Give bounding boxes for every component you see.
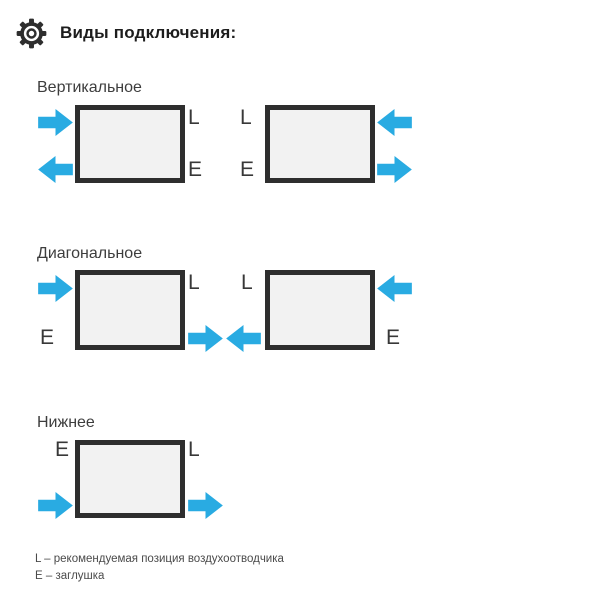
legend-line-air-vent: L – рекомендуемая позиция воздухоотводчика (35, 553, 284, 565)
port-label-plug: E (40, 326, 55, 349)
outlet-arrow-icon (38, 156, 73, 183)
port-label-air-vent: L (188, 438, 200, 461)
port-label-plug: E (188, 158, 203, 181)
outlet-arrow-icon (188, 492, 223, 519)
inlet-arrow-icon (38, 275, 73, 302)
section-label-diagonal: Диагональное (37, 245, 143, 262)
port-label-plug: E (240, 158, 255, 181)
radiator-box (265, 270, 375, 350)
port-label-air-vent: L (188, 106, 200, 129)
diagram-diagonal-right (226, 270, 412, 350)
section-label-bottom: Нижнее (37, 414, 95, 431)
header (15, 15, 236, 51)
outlet-arrow-icon (188, 325, 223, 352)
legend-line-plug: E – заглушка (35, 570, 105, 582)
diagram-diagonal-left (38, 270, 223, 350)
port-label-plug: E (386, 326, 401, 349)
inlet-arrow-icon (377, 275, 412, 302)
diagram-vertical-left (38, 105, 205, 183)
port-label-air-vent: L (241, 271, 253, 294)
inlet-arrow-icon (38, 492, 73, 519)
diagram-bottom (38, 440, 223, 518)
radiator-box (265, 105, 375, 183)
radiator-box (75, 440, 185, 518)
inlet-arrow-icon (38, 109, 73, 136)
legend (35, 551, 284, 585)
inlet-arrow-icon (377, 109, 412, 136)
diagram-vertical-right (240, 105, 412, 183)
outlet-arrow-icon (226, 325, 261, 352)
port-label-plug: E (55, 438, 70, 461)
port-label-air-vent: L (188, 271, 200, 294)
outlet-arrow-icon (377, 156, 412, 183)
gear-icon (15, 17, 48, 50)
port-label-air-vent: L (240, 106, 252, 129)
section-label-vertical: Вертикальное (37, 79, 142, 96)
radiator-box (75, 105, 185, 183)
page-title: Виды подключения: (60, 23, 237, 42)
radiator-box (75, 270, 185, 350)
